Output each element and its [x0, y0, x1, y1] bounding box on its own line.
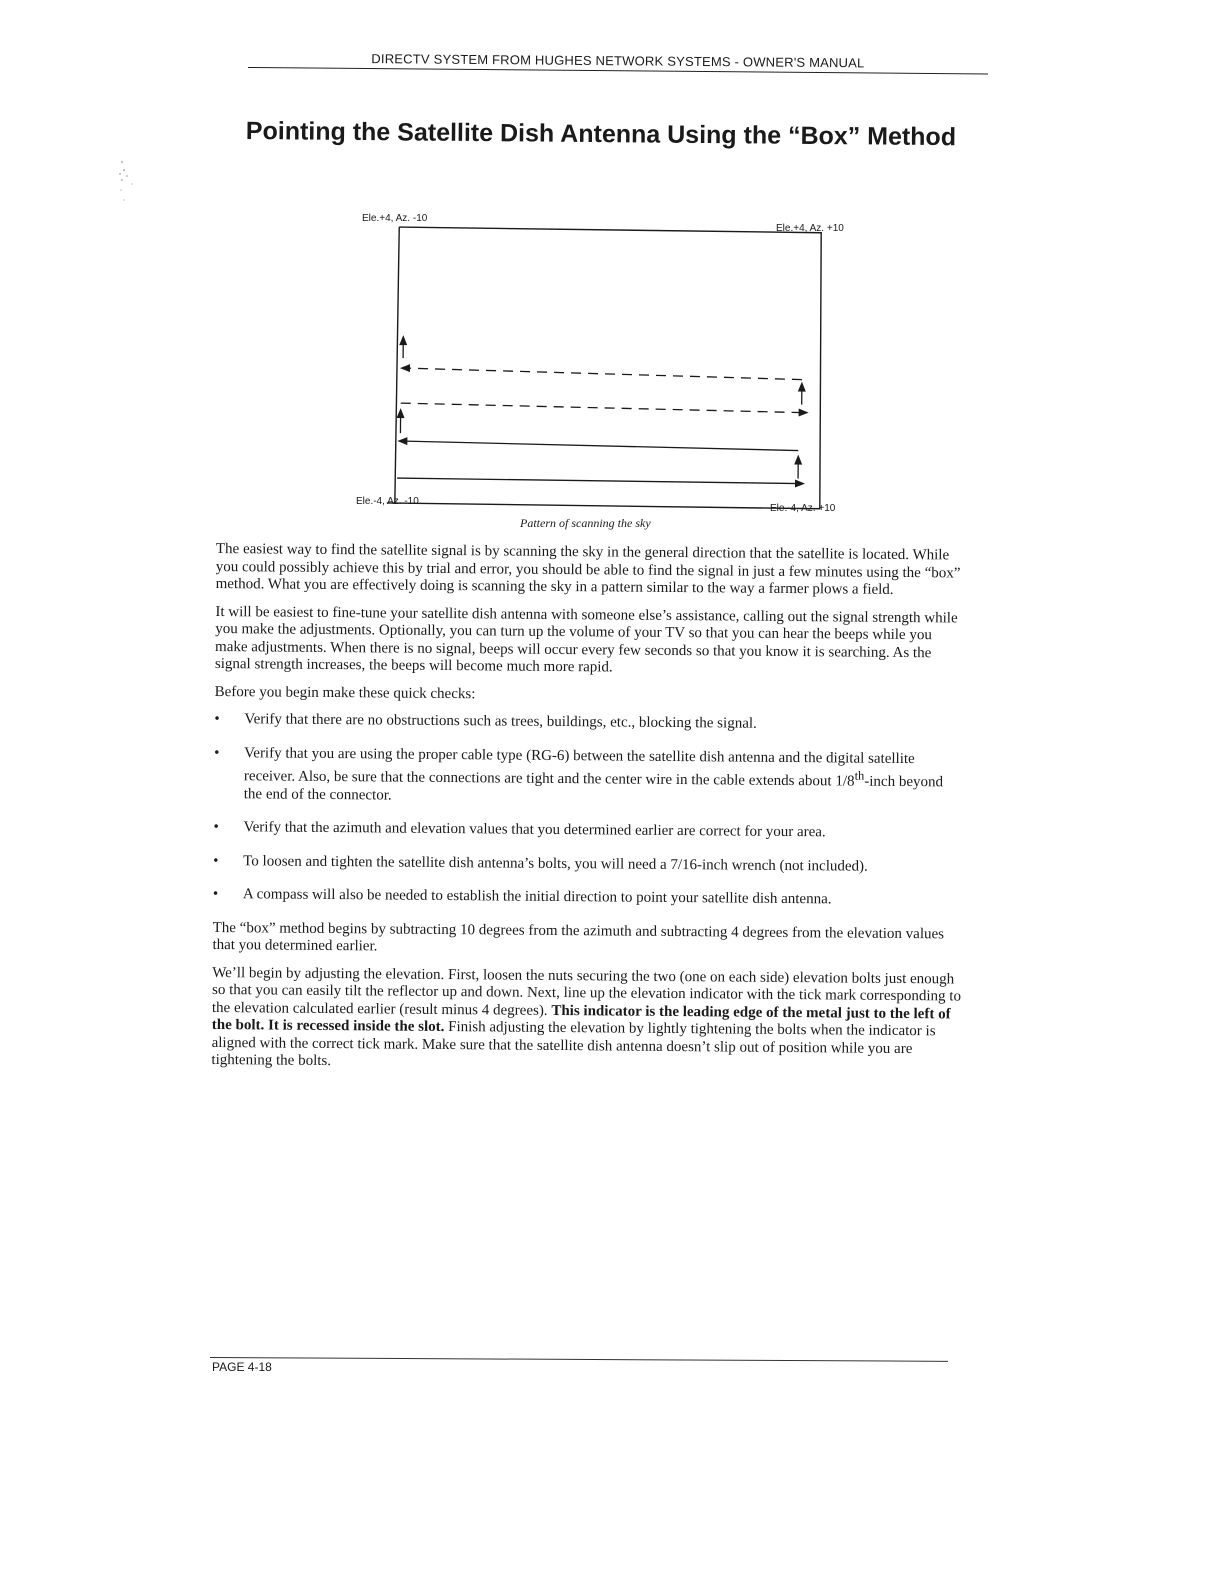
page-number: PAGE 4-18	[212, 1360, 272, 1374]
superscript-th: th	[854, 768, 865, 783]
checklist-item-obstructions	[214, 711, 964, 735]
checklist-text: A compass will also be needed to establish the initial direction to point your satellite dish antenna.	[242, 886, 832, 908]
bullet-mark: •	[214, 744, 220, 761]
box-method-figure	[340, 205, 900, 535]
elevation-text-cont: Finish adjusting the elevation by lightly tightening the bolts when the indicator is aligned with the correct tick mark. Make sure that the satellite dish antenna doesn’t slip out of position while you are tightening the bolts.	[211, 1019, 936, 1070]
scan-step-up-2-arrowhead	[397, 408, 405, 418]
scan-pass-4-arrowhead	[400, 364, 410, 372]
box-left-edge	[395, 227, 399, 503]
paragraph-elevation	[211, 964, 962, 1076]
corner-label-top-right: Ele.+4, Az. +10	[776, 223, 844, 234]
scan-pass-2-arrowhead	[397, 437, 407, 445]
checklist-text: Verify that the azimuth and elevation values that you determined earlier are correct for your area.	[243, 819, 826, 841]
page-title: Pointing the Satellite Dish Antenna Using the “Box” Method	[245, 116, 957, 152]
checklist-text: Verify that there are no obstructions such as trees, buildings, etc., blocking the signal.	[244, 711, 757, 732]
paragraph-intro: The easiest way to find the satellite signal is by scanning the sky in the general direction that the satellite is located. While you could possibly achieve this by trial and error, you should be able to find the signal in just a few minutes using the “box” method. What you are effectively doing is scanning the sky in a pattern similar to the way a farmer plows a field.	[215, 541, 961, 598]
checklist-text-cont: -inch beyond the end of the connector.	[243, 773, 944, 804]
bullet-mark: •	[212, 885, 219, 903]
scan-pass-1-arrowhead	[795, 480, 805, 488]
scan-pass-1	[397, 478, 799, 484]
paragraph-box-method: The “box” method begins by subtracting 10 degrees from the azimuth and subtracting 4 degrees from the elevation values that you determined earlier.	[212, 919, 945, 955]
scan-speck-marks	[112, 158, 152, 208]
checklist-item-wrench	[213, 852, 963, 876]
scan-pass-3	[401, 403, 802, 412]
bullet-mark: •	[213, 818, 219, 836]
checklist-item-compass	[213, 886, 963, 910]
checklist	[213, 711, 965, 910]
figure-caption: Pattern of scanning the sky	[520, 516, 651, 530]
corner-label-bottom-right: Ele.-4, Az. +10	[770, 503, 836, 514]
scan-step-up-3-arrowhead	[798, 382, 806, 392]
checklist-item-cable	[214, 744, 964, 809]
corner-label-bottom-left: Ele.-4, Az. -10	[356, 496, 419, 507]
paragraph-checks-intro: Before you begin make these quick checks:	[214, 683, 476, 702]
checklist-item-values	[213, 819, 963, 843]
paragraph-assistance: It will be easiest to fine-tune your satellite dish antenna with someone else’s assistance, calling out the signal strength while you make the adjustments. Optionally, you can turn up the volume of your TV so that you can hear the beeps while you make adjustments. When there is no signal, beeps will occur every few seconds so that you know it is searching. As the signal strength increases, the beeps will become much more rapid.	[214, 603, 958, 676]
scan-pattern-diagram	[340, 205, 900, 535]
corner-label-top-left: Ele.+4, Az. -10	[362, 213, 428, 224]
checklist-text: Verify that you are using the proper cable type (RG-6) between the satellite dish antenna and the digital satellite receiver. Also, be sure that the connections are tight and the center wire in the cable extends about 1/8	[243, 744, 915, 790]
scan-step-up-4-arrowhead	[399, 335, 407, 345]
scan-step-up-1-arrowhead	[794, 455, 802, 465]
scan-box-outline	[387, 227, 822, 509]
scan-pass-2	[405, 441, 798, 450]
bullet-mark: •	[213, 852, 219, 869]
body-text	[211, 541, 966, 1086]
elevation-text: We’ll begin by adjusting the elevation. First, loosen the nuts securing the two (one on each side) elevation bolts just enough so that you can easily tilt the reflector up and down. Next, line up the elevation indicator with the tick mark corresponding to the elevation calculated earlier (result minus 4 degrees).	[211, 964, 962, 1019]
scan-pass-3-arrowhead	[799, 409, 809, 417]
checklist-text: To loosen and tighten the satellite dish antenna’s bolts, you will need a 7/16-inch wrench (not included).	[243, 852, 868, 875]
scan-pass-4	[408, 368, 802, 379]
elevation-emphasis: This indicator is the leading edge of the metal just to the left of the bolt. It is recessed inside the slot.	[211, 1002, 951, 1036]
running-header: DIRECTV SYSTEM FROM HUGHES NETWORK SYSTEMS - OWNER'S MANUAL	[371, 51, 865, 71]
bullet-mark: •	[214, 710, 220, 728]
footer-rule	[210, 1357, 948, 1362]
